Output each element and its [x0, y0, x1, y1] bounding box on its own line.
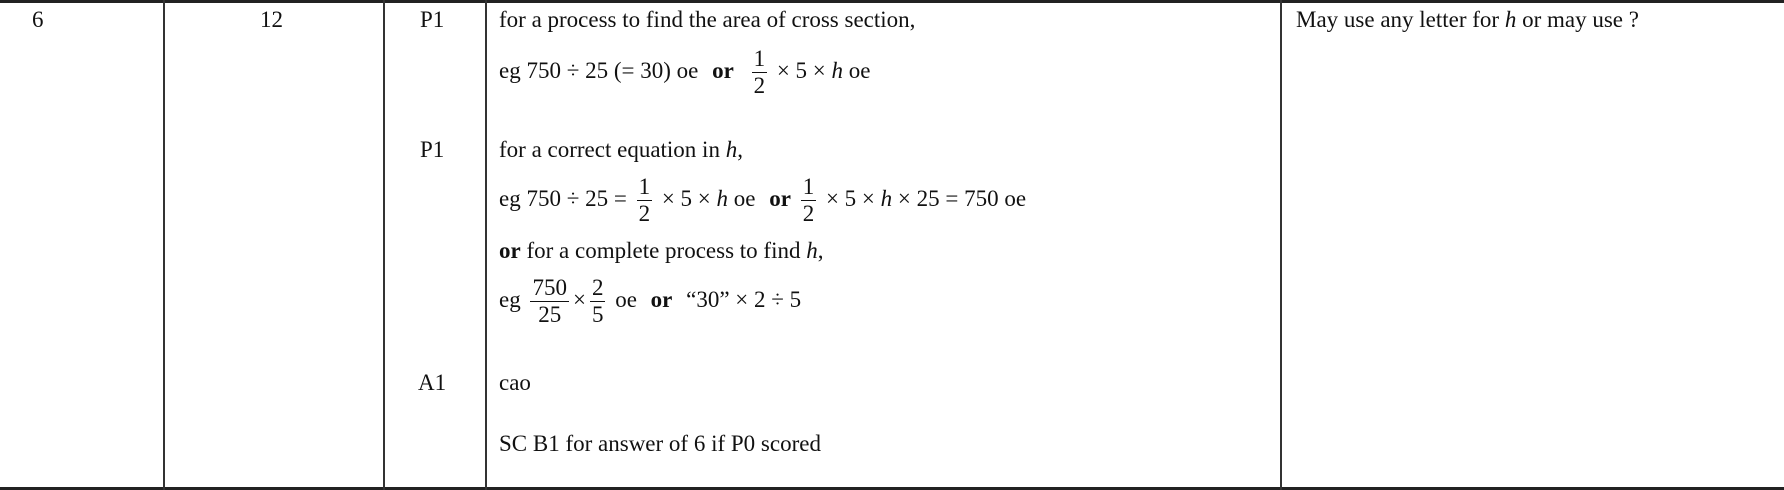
- mark-code-p1-second: P1: [420, 137, 445, 162]
- special-case-text: SC B1 for answer of 6 if P0 scored: [499, 431, 821, 456]
- alt-fraction-750-25: [530, 277, 569, 326]
- p1a-eg: eg 750 ÷ 25 (= 30) oe: [499, 58, 699, 83]
- p1b-end-h: h: [880, 186, 893, 211]
- p1b-or: or: [769, 186, 791, 211]
- alt-text: for a complete process to find: [526, 238, 801, 263]
- column-divider-4: [1280, 0, 1282, 490]
- table-top-border: [0, 0, 1784, 3]
- alt-frac2-num: 2: [591, 275, 604, 301]
- alt-frac1-num: 750: [532, 275, 567, 301]
- p1b-fraction-half-1: [637, 176, 653, 225]
- p1b-text-comma: ,: [737, 137, 743, 162]
- alt-description: [499, 237, 823, 265]
- p1a-tail-oe: oe: [848, 58, 871, 83]
- p1a-description: for a process to find the area of cross section,: [499, 7, 916, 32]
- alt-or2: or: [650, 287, 673, 312]
- alt-tail: “30” × 2 ÷ 5: [686, 287, 802, 312]
- alt-or: or: [499, 238, 521, 263]
- p1b-frac2-num: 1: [802, 174, 815, 200]
- p1a-tail-times: × 5 ×: [776, 58, 826, 83]
- alt-frac1-den: 25: [538, 302, 562, 328]
- p1b-end-times: × 5 ×: [825, 186, 875, 211]
- p1b-end-rest: × 25 = 750 oe: [897, 186, 1027, 211]
- guidance-tail: or may use ?: [1522, 7, 1639, 32]
- p1a-frac-den: 2: [753, 73, 766, 99]
- p1b-frac2-den: 2: [802, 201, 815, 227]
- alt-times: ×: [572, 287, 586, 312]
- guidance-h: h: [1504, 7, 1517, 32]
- guidance-text: May use any letter for: [1296, 7, 1500, 32]
- alt-example: [499, 271, 801, 329]
- p1a-frac-num: 1: [753, 46, 766, 72]
- p1a-fraction-half: [752, 48, 768, 97]
- alt-eg: eg: [499, 287, 521, 312]
- p1b-mid-h: h: [716, 186, 729, 211]
- alt-frac2-den: 5: [591, 302, 604, 328]
- mark-code-p1-first: P1: [420, 7, 445, 32]
- p1b-eg: eg 750 ÷ 25 =: [499, 186, 627, 211]
- column-divider-2: [383, 0, 385, 490]
- additional-guidance: [1296, 6, 1639, 34]
- p1b-fraction-half-2: [801, 176, 817, 225]
- alt-fraction-2-5: [590, 277, 606, 326]
- alt-text-comma: ,: [817, 238, 824, 263]
- column-divider-1: [163, 0, 165, 490]
- p1b-example: [499, 170, 1026, 228]
- p1b-mid-oe: oe: [733, 186, 756, 211]
- total-marks: 12: [260, 7, 283, 32]
- p1b-mid-times: × 5 ×: [661, 186, 711, 211]
- alt-oe: oe: [615, 287, 637, 312]
- question-number: 6: [32, 7, 44, 32]
- p1b-description: [499, 136, 743, 164]
- a1-cao: cao: [499, 370, 531, 395]
- p1b-frac1-den: 2: [638, 201, 651, 227]
- p1a-or: or: [712, 58, 734, 83]
- p1a-example: [499, 42, 870, 100]
- alt-text-h: h: [806, 238, 818, 263]
- mark-code-a1: A1: [418, 370, 447, 395]
- p1b-text: for a correct equation in: [499, 137, 720, 162]
- p1a-tail-h: h: [831, 58, 844, 83]
- column-divider-3: [485, 0, 487, 490]
- p1b-frac1-num: 1: [638, 174, 651, 200]
- p1b-text-h: h: [725, 137, 738, 162]
